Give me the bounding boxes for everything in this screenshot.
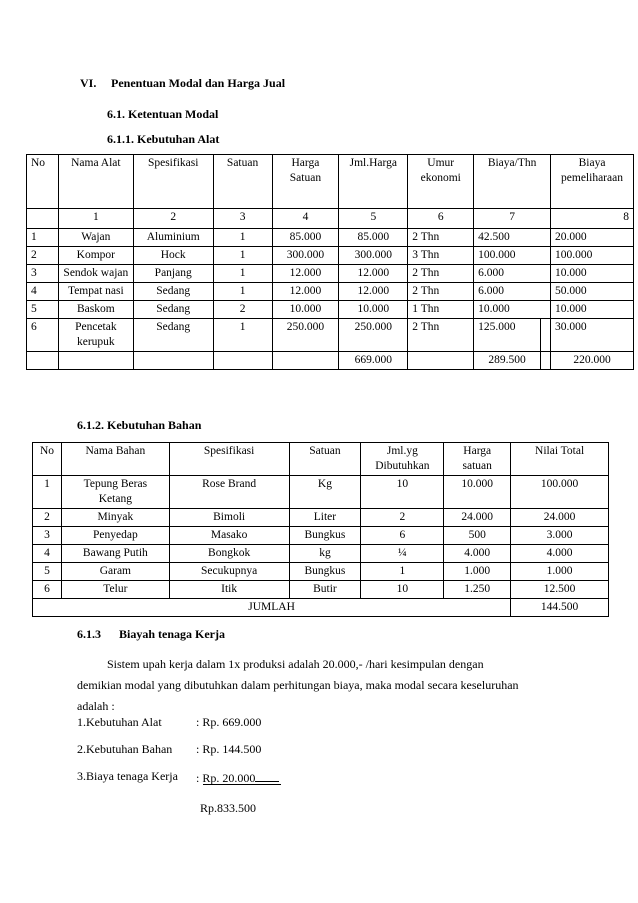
alat-biaya-thn: 100.000 (474, 247, 551, 265)
alat-harga-satuan: 10.000 (272, 301, 339, 319)
bahan-jumlah-value: 144.500 (511, 599, 609, 617)
summary-label-alat: 1.Kebutuhan Alat (77, 715, 162, 729)
alat-total-empty (408, 352, 474, 370)
alat-pemeliharaan: 30.000 (551, 319, 634, 352)
bahan-harga-satuan: 1.250 (444, 581, 511, 599)
alat-pemeliharaan: 10.000 (551, 301, 634, 319)
alat-total-biaya: 289.500 (474, 352, 541, 370)
alat-nama: Kompor (58, 247, 133, 265)
sum-rule (203, 784, 281, 785)
bahan-nilai-total: 3.000 (511, 527, 609, 545)
table-row (27, 319, 634, 352)
bahan-nilai-total: 12.500 (511, 581, 609, 599)
bahan-jumlah-row (33, 599, 609, 617)
alat-total-empty (133, 352, 213, 370)
bahan-no: 2 (33, 509, 62, 527)
table-row (27, 283, 634, 301)
table-row (33, 563, 609, 581)
bahan-harga-satuan: 1.000 (444, 563, 511, 581)
alat-spacer-cell (541, 319, 551, 352)
bahan-no: 4 (33, 545, 62, 563)
table-row (33, 581, 609, 599)
alat-col-header: No (27, 155, 59, 209)
paragraph-line: adalah : (77, 699, 115, 713)
bahan-nama: Bawang Putih (61, 545, 169, 563)
alat-jml-harga: 300.000 (339, 247, 408, 265)
alat-spesifikasi: Sedang (133, 283, 213, 301)
kebutuhan-alat-table (26, 154, 634, 370)
alat-colnum-cell (27, 209, 59, 229)
table-row (27, 247, 634, 265)
bahan-jumlah-label: JUMLAH (33, 599, 511, 617)
summary-label-bahan: 2.Kebutuhan Bahan (77, 742, 173, 756)
alat-satuan: 1 (213, 319, 272, 352)
bahan-nilai-total: 24.000 (511, 509, 609, 527)
alat-total-empty (213, 352, 272, 370)
bahan-jumlah: 10 (361, 476, 444, 509)
summary-value-text: : Rp. 20.000 (196, 771, 256, 785)
bahan-no: 6 (33, 581, 62, 599)
section-title: Penentuan Modal dan Harga Jual (111, 76, 286, 90)
table-row (33, 476, 609, 509)
bahan-spesifikasi: Rose Brand (169, 476, 289, 509)
alat-colnum-row (27, 209, 634, 229)
alat-satuan: 1 (213, 283, 272, 301)
table-row (27, 301, 634, 319)
alat-umur: 2 Thn (408, 229, 474, 247)
alat-total-jml-harga: 669.000 (339, 352, 408, 370)
bahan-col-header: Nama Bahan (61, 443, 169, 476)
bahan-spesifikasi: Bongkok (169, 545, 289, 563)
alat-biaya-thn: 125.000 (474, 319, 541, 352)
bahan-jumlah: ¼ (361, 545, 444, 563)
sum-underline (255, 769, 279, 782)
bahan-satuan: Kg (289, 476, 361, 509)
alat-pemeliharaan: 100.000 (551, 247, 634, 265)
alat-harga-satuan: 300.000 (272, 247, 339, 265)
bahan-satuan: Bungkus (289, 563, 361, 581)
alat-total-empty (272, 352, 339, 370)
alat-satuan: 2 (213, 301, 272, 319)
subsection-kebutuhan-bahan: 6.1.2. Kebutuhan Bahan (77, 418, 202, 432)
alat-spesifikasi: Aluminium (133, 229, 213, 247)
alat-col-header: Satuan (213, 155, 272, 209)
bahan-nama: Tepung Beras Ketang (61, 476, 169, 509)
alat-col-header: Biaya/Thn (474, 155, 551, 209)
bahan-spesifikasi: Bimoli (169, 509, 289, 527)
alat-no: 3 (27, 265, 59, 283)
bahan-col-header: Satuan (289, 443, 361, 476)
summary-value-bahan: : Rp. 144.500 (196, 742, 262, 756)
bahan-jumlah: 10 (361, 581, 444, 599)
alat-jml-harga: 12.000 (339, 283, 408, 301)
alat-no: 4 (27, 283, 59, 301)
alat-spacer-cell (541, 352, 551, 370)
bahan-no: 3 (33, 527, 62, 545)
bahan-jumlah: 6 (361, 527, 444, 545)
subsection-kebutuhan-alat: 6.1.1. Kebutuhan Alat (107, 132, 220, 146)
alat-colnum-cell: 4 (272, 209, 339, 229)
bahan-harga-satuan: 500 (444, 527, 511, 545)
table-row (33, 509, 609, 527)
bahan-col-header: No (33, 443, 62, 476)
bahan-nama: Telur (61, 581, 169, 599)
subsection-number-tenaga-kerja: 6.1.3 (77, 627, 101, 641)
alat-harga-satuan: 250.000 (272, 319, 339, 352)
section-number: VI. (80, 76, 97, 90)
alat-colnum-cell: 5 (339, 209, 408, 229)
alat-jml-harga: 12.000 (339, 265, 408, 283)
bahan-col-header: Jml.yg Dibutuhkan (361, 443, 444, 476)
bahan-jumlah: 2 (361, 509, 444, 527)
table-row (33, 545, 609, 563)
alat-satuan: 1 (213, 229, 272, 247)
alat-biaya-thn: 6.000 (474, 283, 551, 301)
alat-nama: Tempat nasi (58, 283, 133, 301)
alat-harga-satuan: 12.000 (272, 283, 339, 301)
bahan-spesifikasi: Itik (169, 581, 289, 599)
alat-col-header: Nama Alat (58, 155, 133, 209)
alat-nama: Pencetak kerupuk (58, 319, 133, 352)
alat-colnum-cell: 3 (213, 209, 272, 229)
alat-pemeliharaan: 10.000 (551, 265, 634, 283)
alat-colnum-cell: 8 (551, 209, 634, 229)
alat-satuan: 1 (213, 265, 272, 283)
alat-pemeliharaan: 50.000 (551, 283, 634, 301)
bahan-satuan: Liter (289, 509, 361, 527)
bahan-nilai-total: 1.000 (511, 563, 609, 581)
bahan-header-row (33, 443, 609, 476)
alat-no: 1 (27, 229, 59, 247)
subsection-tenaga-kerja: Biayah tenaga Kerja (119, 627, 225, 641)
bahan-satuan: kg (289, 545, 361, 563)
bahan-nilai-total: 100.000 (511, 476, 609, 509)
alat-biaya-thn: 6.000 (474, 265, 551, 283)
alat-biaya-thn: 10.000 (474, 301, 551, 319)
alat-total-pemeliharaan: 220.000 (551, 352, 634, 370)
alat-col-header: Harga Satuan (272, 155, 339, 209)
table-row (27, 265, 634, 283)
bahan-nama: Penyedap (61, 527, 169, 545)
alat-colnum-cell: 1 (58, 209, 133, 229)
alat-harga-satuan: 85.000 (272, 229, 339, 247)
alat-col-header: Spesifikasi (133, 155, 213, 209)
paragraph-line: Sistem upah kerja dalam 1x produksi adalah 20.000,- /hari kesimpulan dengan (107, 657, 484, 671)
alat-jml-harga: 250.000 (339, 319, 408, 352)
table-row (27, 229, 634, 247)
bahan-satuan: Bungkus (289, 527, 361, 545)
alat-no: 5 (27, 301, 59, 319)
bahan-nama: Minyak (61, 509, 169, 527)
alat-spesifikasi: Sedang (133, 319, 213, 352)
alat-col-header: Umur ekonomi (408, 155, 474, 209)
alat-umur: 1 Thn (408, 301, 474, 319)
bahan-harga-satuan: 4.000 (444, 545, 511, 563)
alat-col-header: Jml.Harga (339, 155, 408, 209)
alat-jml-harga: 85.000 (339, 229, 408, 247)
alat-nama: Wajan (58, 229, 133, 247)
alat-no: 6 (27, 319, 59, 352)
alat-satuan: 1 (213, 247, 272, 265)
alat-spesifikasi: Sedang (133, 301, 213, 319)
bahan-harga-satuan: 10.000 (444, 476, 511, 509)
alat-umur: 2 Thn (408, 319, 474, 352)
alat-biaya-thn: 42.500 (474, 229, 551, 247)
alat-colnum-cell: 6 (408, 209, 474, 229)
alat-jml-harga: 10.000 (339, 301, 408, 319)
alat-total-empty (27, 352, 59, 370)
summary-label-tenaga-kerja: 3.Biaya tenaga Kerja (77, 769, 178, 783)
bahan-spesifikasi: Masako (169, 527, 289, 545)
subsection-ketentuan-modal: 6.1. Ketentuan Modal (107, 107, 219, 121)
alat-nama: Sendok wajan (58, 265, 133, 283)
alat-spesifikasi: Panjang (133, 265, 213, 283)
alat-harga-satuan: 12.000 (272, 265, 339, 283)
alat-total-row (27, 352, 634, 370)
table-row (33, 527, 609, 545)
alat-spesifikasi: Hock (133, 247, 213, 265)
alat-col-header: Biaya pemeliharaan (551, 155, 634, 209)
alat-colnum-cell: 2 (133, 209, 213, 229)
bahan-no: 5 (33, 563, 62, 581)
alat-umur: 3 Thn (408, 247, 474, 265)
kebutuhan-bahan-table (32, 442, 609, 617)
bahan-nama: Garam (61, 563, 169, 581)
alat-umur: 2 Thn (408, 265, 474, 283)
bahan-nilai-total: 4.000 (511, 545, 609, 563)
bahan-col-header: Spesifikasi (169, 443, 289, 476)
bahan-jumlah: 1 (361, 563, 444, 581)
alat-colnum-cell: 7 (474, 209, 551, 229)
bahan-satuan: Butir (289, 581, 361, 599)
alat-pemeliharaan: 20.000 (551, 229, 634, 247)
alat-umur: 2 Thn (408, 283, 474, 301)
bahan-spesifikasi: Secukupnya (169, 563, 289, 581)
bahan-no: 1 (33, 476, 62, 509)
alat-nama: Baskom (58, 301, 133, 319)
bahan-harga-satuan: 24.000 (444, 509, 511, 527)
alat-total-empty (58, 352, 133, 370)
bahan-col-header: Harga satuan (444, 443, 511, 476)
alat-header-row (27, 155, 634, 209)
paragraph-line: demikian modal yang dibutuhkan dalam perhitungan biaya, maka modal secara keseluruhan (77, 678, 519, 692)
bahan-col-header: Nilai Total (511, 443, 609, 476)
summary-value-alat: : Rp. 669.000 (196, 715, 262, 729)
grand-total: Rp.833.500 (200, 801, 257, 815)
alat-no: 2 (27, 247, 59, 265)
